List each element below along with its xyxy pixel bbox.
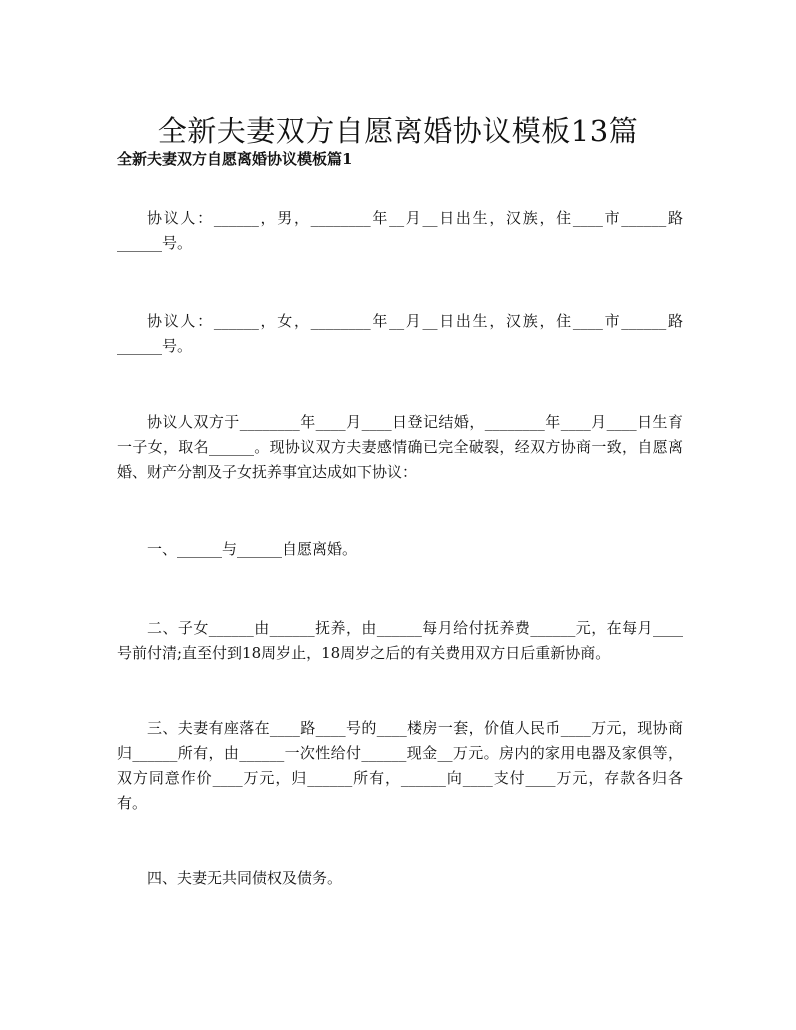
clause-4: 四、夫妻无共同债权及债务。 [147, 869, 343, 887]
paragraph-party-female: 协议人：______，女，________年__月__日出生，汉族，住____市______路______号。 [117, 312, 683, 355]
paragraph-marriage-info: 协议人双方于________年____月____日登记结婚，________年____月____日生育一子女，取名______。现协议双方夫妻感情确已完全破裂，经双方协商一致，自愿离婚、财产分割及子女抚养事宜达成如下协议： [117, 413, 683, 481]
clause-3: 三、夫妻有座落在____路____号的____楼房一套，价值人民币____万元，现协商归______所有，由______一次性给付______现金__万元。房内的家用电器及家俱等，双方同意作价____万元，归______所有，______向____支付____万元，存款各归各有。 [117, 719, 683, 812]
document-title: 全新夫妻双方自愿离婚协议模板13篇 [157, 114, 639, 149]
section-heading: 全新夫妻双方自愿离婚协议模板篇1 [117, 150, 353, 168]
clause-2: 二、子女______由______抚养，由______每月给付抚养费______元，在每月____号前付清;直至付到18周岁止，18周岁之后的有关费用双方日后重新协商。 [117, 619, 683, 662]
paragraph-party-male: 协议人：______，男，________年__月__日出生，汉族，住____市______路______号。 [117, 209, 683, 252]
clause-1: 一、______与______自愿离婚。 [147, 540, 358, 558]
